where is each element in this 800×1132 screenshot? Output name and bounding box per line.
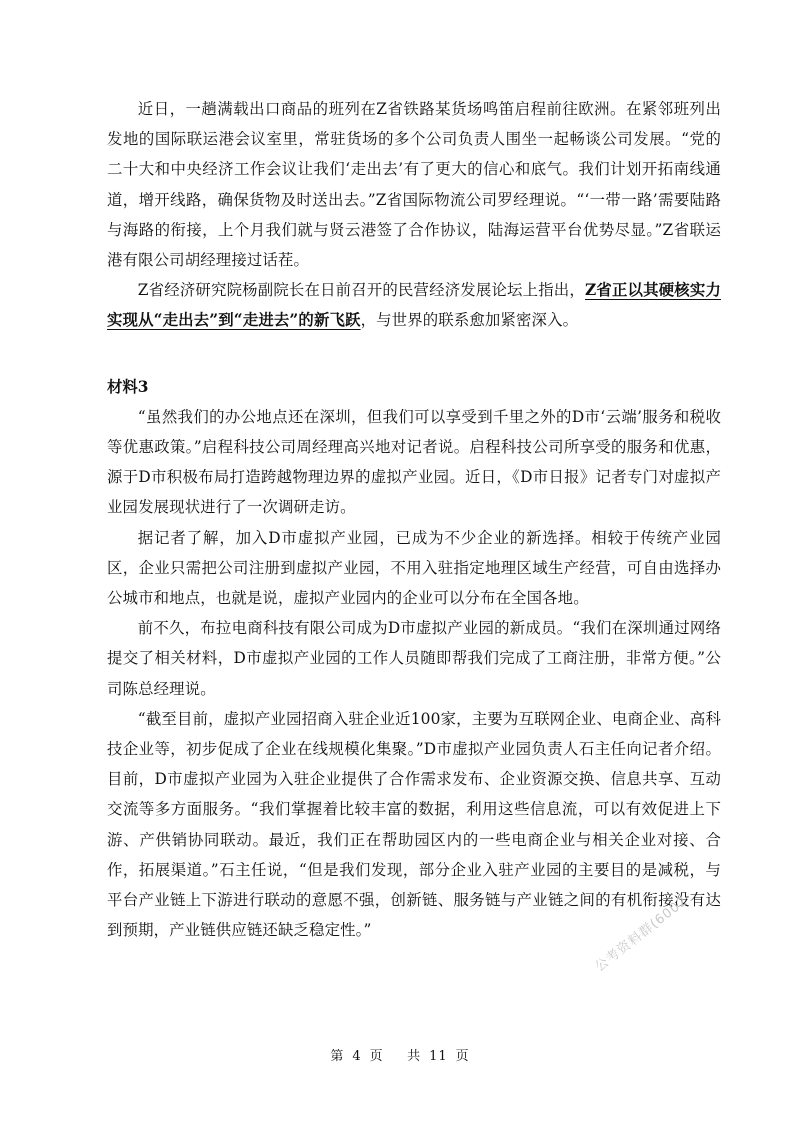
paragraph-material3-3: 前不久，布拉电商科技有限公司成为D市虚拟产业园的新成员。“我们在深圳通过网络提交了相关材料，D市虚拟产业园的工作人员随即帮我们完成了工商注册，非常方便。”公司陈总经理说。	[107, 619, 721, 698]
paragraph-material3-4: “截至目前，虚拟产业园招商入驻企业近100家，主要为互联网企业、电商企业、高科技企业等，初步促成了企业在线规模化集聚。”D市虚拟产业园负责人石主任向记者介绍。目前，D市虚拟产业园为入驻企业提供了合作需求发布、企业资源交换、信息共享、互动交流等多方面服务。“我们掌握着比较丰富的数据，利用这些信息流，可以有效促进上下游、产供销协同联动。最近，我们正在帮助园区内的一些电商企业与相关企业对接、合作，拓展渠道。”石主任说，“但是我们发现，部分企业入驻产业园的主要目的是减税，与平台产业链上下游进行联动的意愿不强，创新链、服务链与产业链之间的有机衔接没有达到预期，产业链供应链还缺乏稳定性。”	[107, 709, 721, 940]
page-footer	[0, 1045, 800, 1064]
paragraph-material3-1: “虽然我们的办公地点还在深圳，但我们可以享受到千里之外的D市‘云端’服务和税收等优惠政策。”启程科技公司周经理高兴地对记者说。启程科技公司所享受的服务和优惠，源于D市积极布局打造跨越物理边界的虚拟产业园。近日，《D市日报》记者专门对虚拟产业园发展现状进行了一次调研走访。	[107, 407, 721, 517]
paragraph-freight-train: 近日，一趟满载出口商品的班列在Z省铁路某货场鸣笛启程前往欧洲。在紧邻班列出发地的国际联运港会议室里，常驻货场的多个公司负责人围坐一起畅谈公司发展。“党的二十大和中央经济工作会议让我们‘走出去’有了更大的信心和底气。我们计划开拓南线通道，增开线路，确保货物及时送出去。”Z省国际物流公司罗经理说。“‘一带一路’需要陆路与海路的衔接，上个月我们就与贤云港签了合作协议，陆海运营平台优势尽显。”Z省联运港有限公司胡经理接过话茬。	[107, 100, 721, 270]
emphasized-statement: Z省正以其硬核实力实现从“走出去”到“走进去”的新飞跃	[107, 281, 722, 330]
footer-page-label: 第	[330, 1049, 345, 1064]
footer-page-unit: 页	[369, 1049, 384, 1064]
paragraph-material3-2: 据记者了解，加入D市虚拟产业园，已成为不少企业的新选择。相较于传统产业园区，企业只需把公司注册到虚拟产业园，不用入驻指定地理区域生产经营，可自由选择办公城市和地点，也就是说，虚拟产业园内的企业可以分布在全国各地。	[107, 528, 721, 608]
paragraph-text-after: ，与世界的联系愈加紧密深入。	[360, 311, 579, 330]
footer-page-number: 4	[352, 1049, 362, 1064]
footer-total-unit: 页	[455, 1049, 470, 1064]
paragraph-text-before: Z省经济研究院杨副院长在日前召开的民营经济发展论坛上指出，	[137, 281, 585, 300]
watermark-text: 公考资料群(6002	[592, 893, 691, 975]
paragraph-research-institute	[107, 275, 721, 335]
footer-total-pages: 11	[429, 1049, 448, 1064]
footer-total-label: 共	[407, 1049, 422, 1064]
section-heading-material-3: 材料3	[107, 377, 149, 396]
document-body	[107, 94, 721, 945]
